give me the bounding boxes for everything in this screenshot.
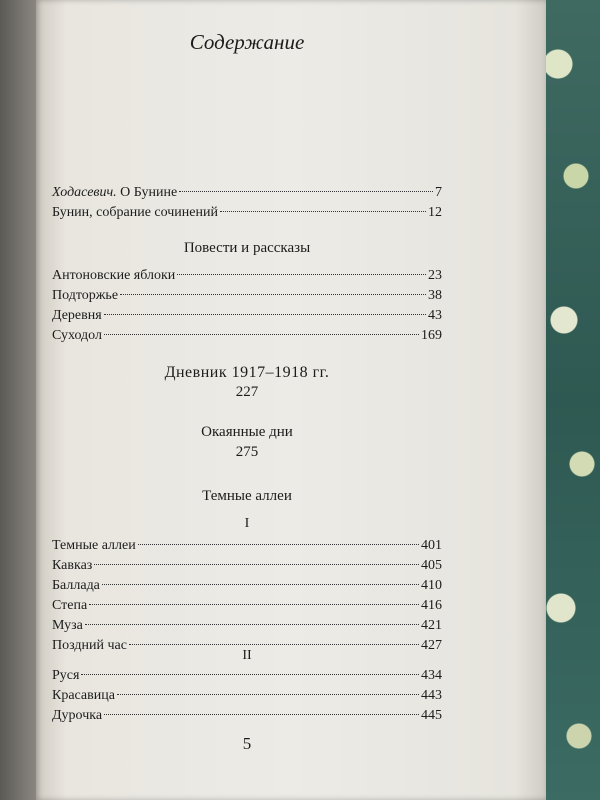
section-page-cursed-days: 275	[235, 444, 259, 460]
dot-leader	[220, 211, 426, 212]
tablecloth-background	[540, 0, 600, 800]
book-cover-edge	[0, 0, 40, 800]
toc-entry	[52, 708, 442, 728]
toc-entry-page: 427	[421, 638, 442, 653]
toc-entry-label: Деревня	[52, 308, 102, 323]
toc-entry-bunin-collected	[52, 205, 442, 225]
toc-entry	[52, 668, 442, 688]
toc-entry-label: Муза	[52, 618, 83, 633]
dot-leader	[117, 694, 419, 695]
dot-leader	[104, 334, 419, 335]
toc-entry	[52, 598, 442, 618]
dot-leader	[102, 584, 419, 585]
table-of-contents	[52, 0, 442, 800]
dot-leader	[94, 564, 419, 565]
toc-entry-page: 43	[428, 308, 442, 323]
toc-entry-page: 421	[421, 618, 442, 633]
toc-entry-page: 416	[421, 598, 442, 613]
toc-entry-label: Антоновские яблоки	[52, 268, 176, 283]
toc-entry-page: 7	[435, 185, 442, 200]
section-page-diary: 227	[235, 384, 259, 400]
toc-entry-page: 38	[428, 288, 442, 303]
toc-entry-label: Дурочка	[52, 708, 103, 723]
toc-entry-label: Суходол	[52, 328, 102, 343]
section-heading-stories: Повести и рассказы	[183, 240, 311, 256]
dot-leader	[129, 644, 419, 645]
dot-leader	[81, 674, 419, 675]
page-number: 5	[242, 734, 252, 753]
toc-entry-label: Красавица	[52, 688, 115, 703]
toc-entry	[52, 618, 442, 638]
toc-entry-page: 12	[428, 205, 442, 220]
toc-entry-page: 410	[421, 578, 442, 593]
toc-entry-page: 434	[421, 668, 442, 683]
toc-entry-page: 445	[421, 708, 442, 723]
toc-entry	[52, 308, 442, 328]
section-heading-cursed-days: Окаянные дни	[201, 424, 293, 440]
section-heading-dark-alleys: Темные аллеи	[202, 488, 292, 504]
toc-entry-label: Поздний час	[52, 638, 127, 653]
part-label-1: I	[244, 516, 250, 531]
toc-entry-page: 443	[421, 688, 442, 703]
toc-entry-label: Степа	[52, 598, 88, 613]
dot-leader	[179, 191, 433, 192]
toc-entry-khodasevich	[52, 185, 442, 205]
dot-leader	[89, 604, 419, 605]
toc-entry-page: 23	[428, 268, 442, 283]
toc-entry	[52, 288, 442, 308]
toc-entry-page: 401	[421, 538, 442, 553]
toc-entry	[52, 538, 442, 558]
section-heading-diary: Дневник 1917–1918 гг.	[164, 364, 330, 381]
toc-entry-page: 405	[421, 558, 442, 573]
toc-entry-page: 169	[421, 328, 442, 343]
toc-entry-label: Бунин, собрание сочинений	[52, 205, 218, 220]
toc-title: Содержание	[189, 30, 305, 54]
toc-entry-label: Темные аллеи	[52, 538, 136, 553]
toc-entry	[52, 268, 442, 288]
part-label-2: II	[242, 648, 252, 663]
toc-entry-label: Баллада	[52, 578, 100, 593]
toc-entry-author: Ходасевич.	[52, 185, 117, 200]
toc-entry-label: Подторжье	[52, 288, 119, 303]
toc-entry	[52, 688, 442, 708]
toc-entry-label: Руся	[52, 668, 80, 683]
dot-leader	[120, 294, 426, 295]
toc-entry	[52, 578, 442, 598]
toc-entry-label: О Бунине	[116, 185, 178, 200]
toc-entry-label: Кавказ	[52, 558, 93, 573]
toc-entry	[52, 558, 442, 578]
dot-leader	[104, 314, 426, 315]
toc-entry	[52, 328, 442, 348]
dot-leader	[138, 544, 419, 545]
dot-leader	[104, 714, 419, 715]
dot-leader	[177, 274, 426, 275]
dot-leader	[85, 624, 419, 625]
